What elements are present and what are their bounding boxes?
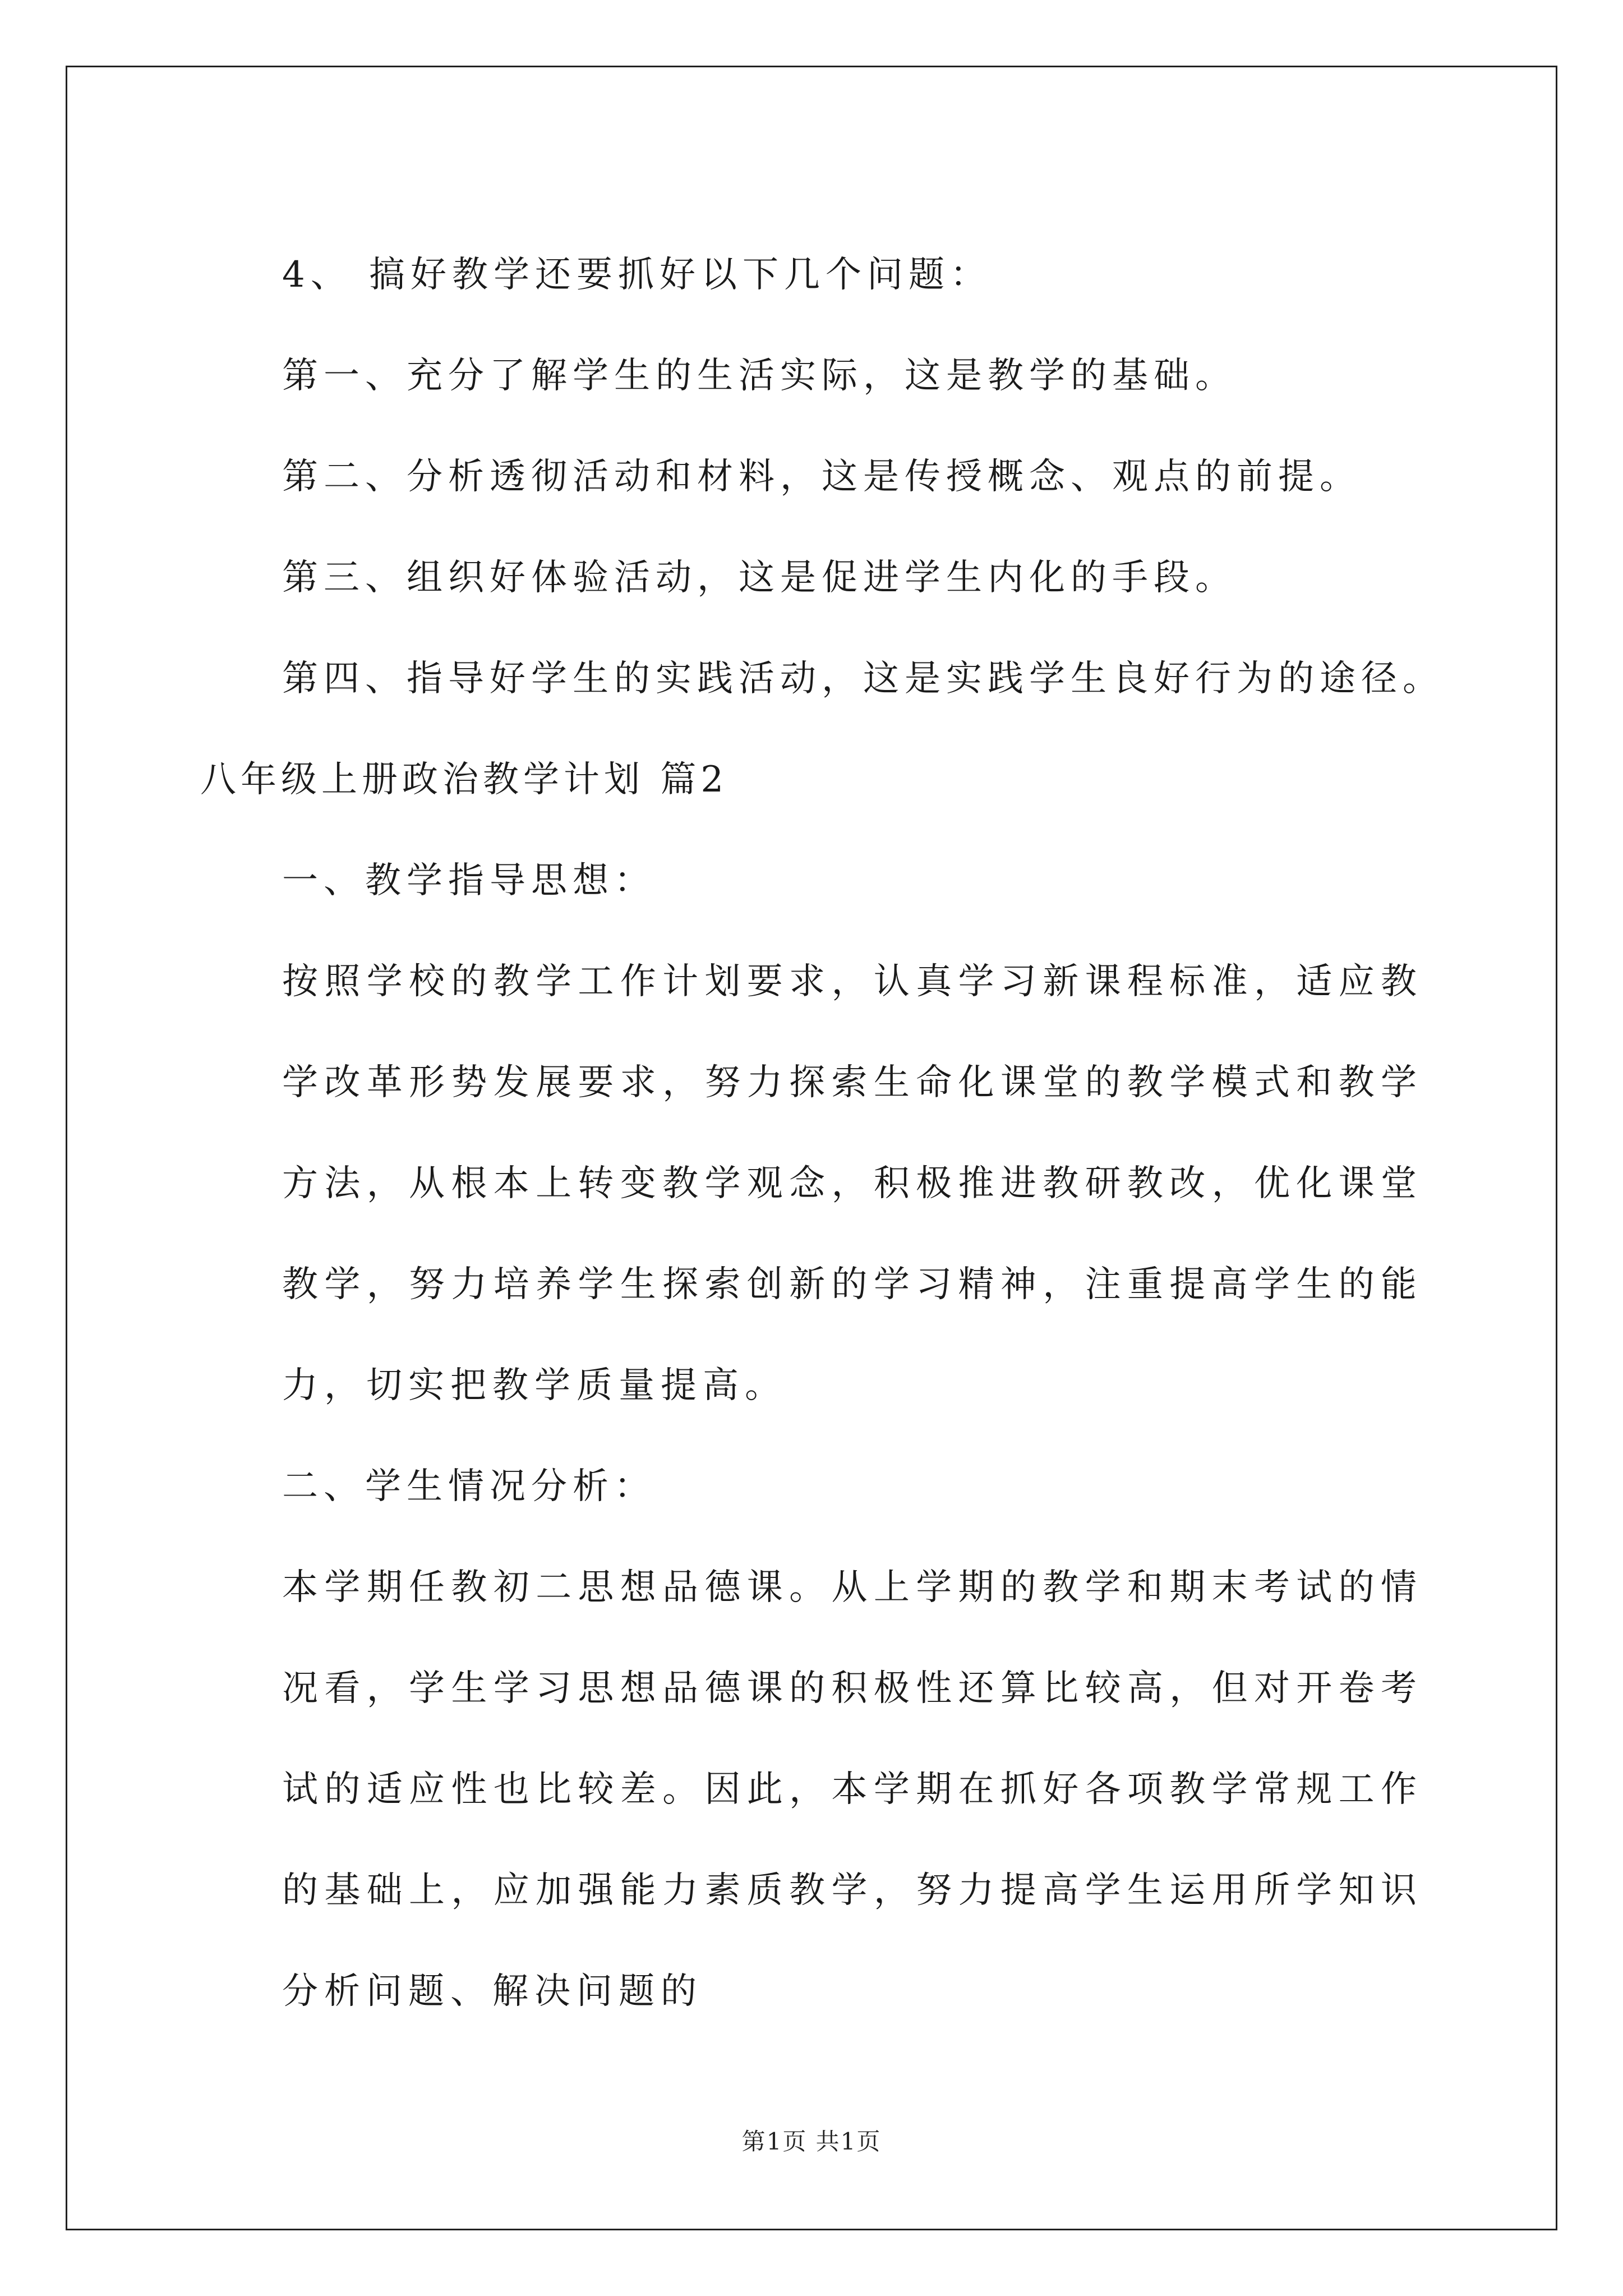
paragraph-fourth: 第四、指导好学生的实践活动，这是实践学生良好行为的途径。 (282, 658, 1444, 700)
paragraph-teaching-guideline: 按照学校的教学工作计划要求，认真学习新课程标准，适应教学改革形势发展要求，努力探索生命化课堂的教学模式和教学方法，从根本上转变教学观念，积极推进教研教改，优化课堂教学，努力培养学生探索创新的学习精神，注重提高学生的能力，切实把教学质量提高。 (282, 961, 1423, 1406)
document-body (200, 224, 1444, 2042)
paragraph-second: 第二、分析透彻活动和材料，这是传授概念、观点的前提。 (282, 456, 1361, 498)
paragraph-third: 第三、组织好体验活动，这是促进学生内化的手段。 (282, 557, 1237, 599)
heading-student-analysis: 二、学生情况分析： (282, 1466, 656, 1507)
section-title: 八年级上册政治教学计划 篇2 (200, 759, 728, 800)
paragraph-point-4: 4、 搞好教学还要抓好以下几个问题： (282, 254, 992, 296)
paragraph-first: 第一、充分了解学生的生活实际，这是教学的基础。 (282, 355, 1237, 397)
heading-teaching-guideline: 一、教学指导思想： (282, 860, 656, 901)
paragraph-student-analysis: 本学期任教初二思想品德课。从上学期的教学和期末考试的情况看，学生学习思想品德课的积极性还算比较高，但对开卷考试的适应性也比较差。因此，本学期在抓好各项教学常规工作的基础上，应加强能力素质教学，努力提高学生运用所学知识分析问题、解决问题的 (282, 1567, 1423, 2012)
page-footer: 第1页 共1页 (741, 2128, 882, 2155)
